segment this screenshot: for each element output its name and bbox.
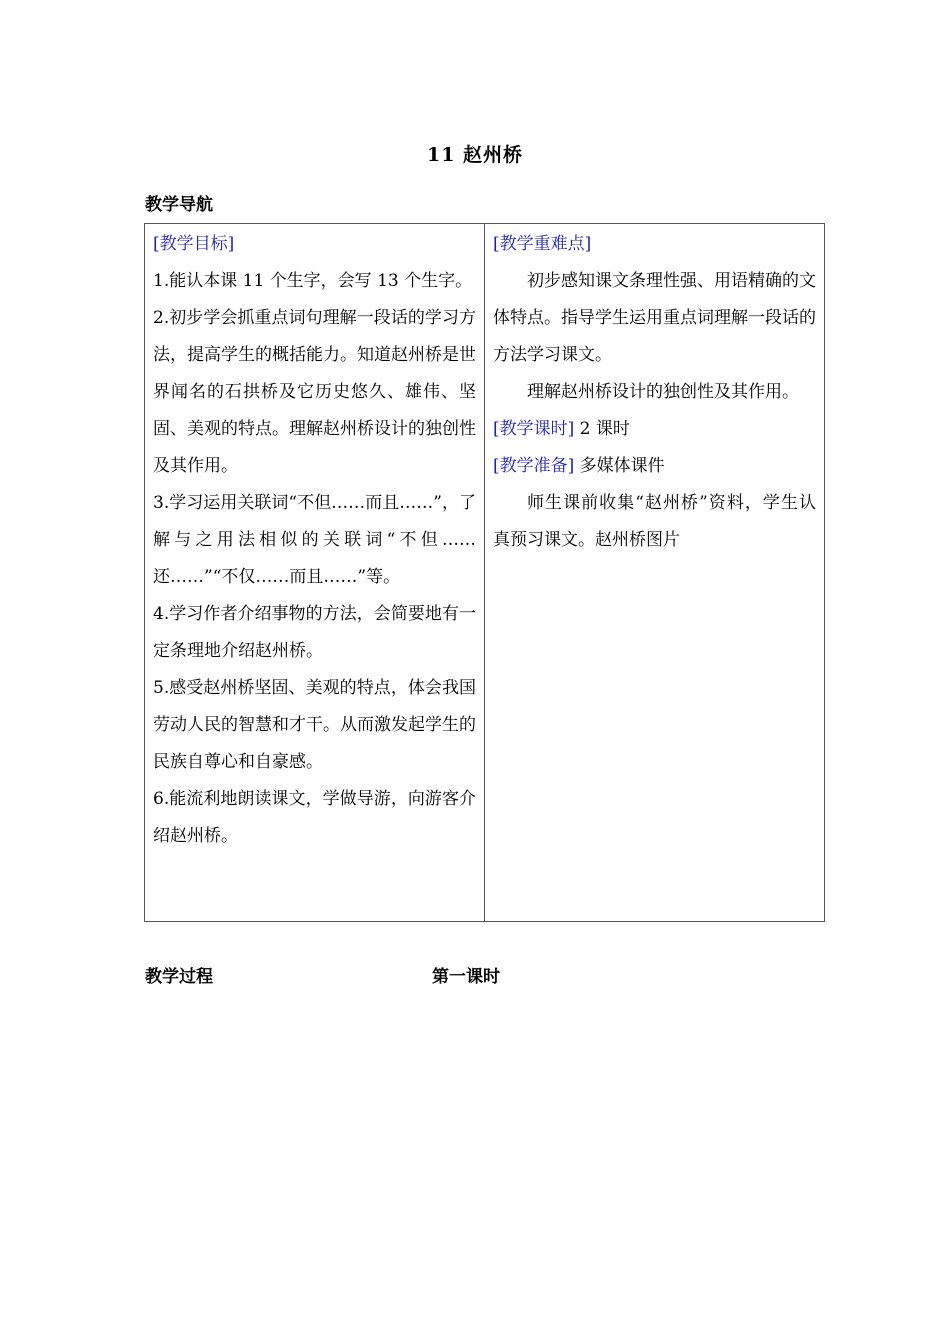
objective-item: 3.学习运用关联词“不但……而且……”，了解与之用法相似的关联词“不但……还……”“不仅……而且……”等。 (153, 493, 476, 587)
objective-item: 1.能认本课 11 个生字，会写 13 个生字。 (153, 271, 473, 291)
periods-label: [教学课时] (493, 419, 575, 439)
key-point-paragraph: 理解赵州桥设计的独创性及其作用。 (527, 382, 799, 402)
periods-line (493, 411, 816, 448)
teaching-guide-table (144, 223, 825, 922)
preparation-value: 多媒体课件 (574, 456, 665, 476)
document-title: 11 赵州桥 (426, 144, 524, 166)
key-points-column (485, 224, 824, 921)
preparation-paragraph: 师生课前收集“赵州桥”资料，学生认真预习课文。赵州桥图片 (493, 493, 816, 550)
objective-item: 4.学习作者介绍事物的方法，会简要地有一定条理地介绍赵州桥。 (153, 604, 476, 661)
objective-item: 5.感受赵州桥坚固、美观的特点，体会我国劳动人民的智慧和才干。从而激发起学生的民族自尊心和自豪感。 (153, 678, 476, 772)
preparation-line (493, 448, 816, 485)
periods-value: 2 课时 (574, 419, 630, 439)
objective-item: 2.初步学会抓重点词句理解一段话的学习方法，提高学生的概括能力。知道赵州桥是世界闻名的石拱桥及它历史悠久、雄伟、坚固、美观的特点。理解赵州桥设计的独创性及其作用。 (153, 308, 476, 476)
teaching-process-heading: 教学过程 (145, 967, 213, 987)
objectives-column (145, 224, 485, 921)
preparation-label: [教学准备] (493, 456, 575, 476)
key-points-label: [教学重难点] (493, 234, 592, 254)
first-lesson-heading: 第一课时 (432, 967, 500, 987)
objective-item: 6.能流利地朗读课文，学做导游，向游客介绍赵州桥。 (153, 789, 476, 846)
objectives-label: [教学目标] (153, 234, 235, 254)
teaching-navigation-heading: 教学导航 (145, 195, 213, 215)
key-point-paragraph: 初步感知课文条理性强、用语精确的文体特点。指导学生运用重点词理解一段话的方法学习课文。 (493, 271, 816, 365)
